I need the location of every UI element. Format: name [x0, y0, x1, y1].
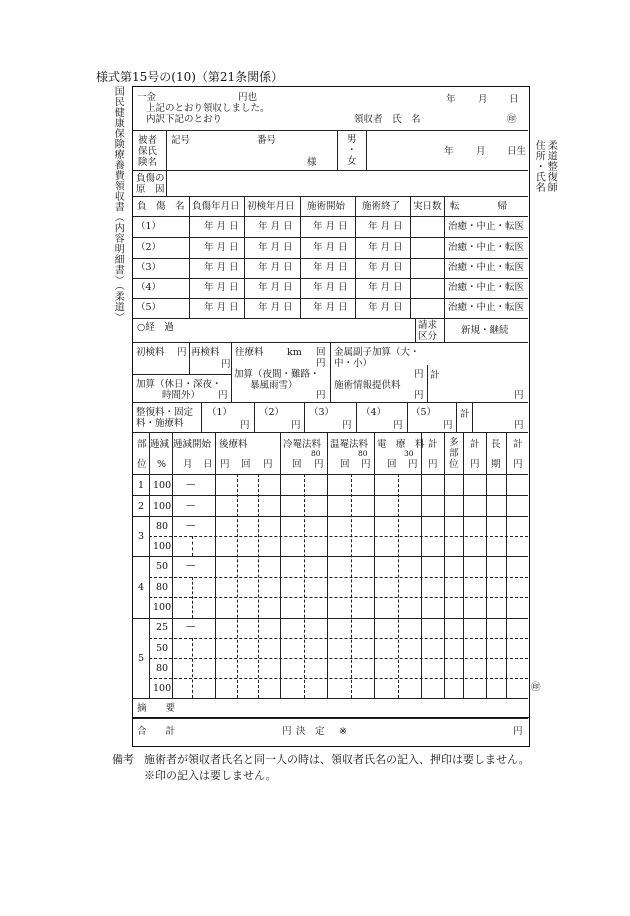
- reian-kai: 回: [292, 459, 302, 470]
- form-title: 様式第15号の(10)（第21条関係）: [96, 70, 284, 84]
- date-month: 月: [478, 94, 488, 105]
- seifuku-yen-4: 円: [393, 420, 403, 431]
- teigen-label: 逓減: [150, 439, 170, 450]
- date-cell: 年 月 日: [258, 242, 293, 253]
- oryo-kai: 回: [316, 347, 326, 358]
- outcome-cell: 治癒・中止・転医: [448, 282, 525, 293]
- onan-80: 80: [358, 449, 368, 458]
- date-cell: 年 月 日: [313, 242, 348, 253]
- pct-value: 50: [156, 561, 169, 572]
- birth-month: 月: [476, 146, 486, 157]
- denryo-kai: 回: [387, 459, 397, 470]
- oryo-yen: 円: [316, 358, 326, 369]
- tekiyo-label: 摘 要: [137, 703, 176, 714]
- day-label: 日: [203, 459, 213, 470]
- kei-label-2: 計: [470, 439, 480, 450]
- bui-number: 3: [138, 531, 145, 542]
- seifuku-yen-2: 円: [291, 420, 301, 431]
- month-label: 月: [183, 459, 193, 470]
- kei-yen-2: 円: [470, 459, 480, 470]
- joho-yen: 円: [414, 390, 424, 401]
- seifuku-label-1: 整復料・固定: [136, 407, 194, 418]
- date-cell: 年 月 日: [313, 302, 348, 313]
- insured-label-2: 保氏: [138, 146, 158, 157]
- bui-number: 2: [138, 501, 145, 512]
- km-unit: km: [287, 347, 302, 358]
- seifuku-total-label: 計: [460, 409, 470, 420]
- dash-mark: —: [186, 621, 196, 632]
- sama-label: 様: [307, 157, 317, 168]
- teigen-start-label: 逓減開始: [173, 439, 212, 450]
- goukei-yen: 円: [282, 726, 292, 737]
- sex-separator: ・: [347, 145, 357, 156]
- date-cell: 年 月 日: [313, 262, 348, 273]
- kigou-label: 記号: [171, 135, 191, 146]
- insured-label-1: 被者: [138, 135, 158, 146]
- bui-number: 1: [138, 480, 145, 491]
- holiday-kasan-1: 加算（休日・深夜・: [136, 379, 222, 390]
- denryo-30: 30: [404, 449, 414, 458]
- seifuku-no-3: （3）: [309, 407, 335, 418]
- goukei-label: 合 計: [137, 726, 176, 737]
- date-cell: 年 月 日: [368, 242, 403, 253]
- female-label: 女: [347, 156, 357, 167]
- choki-label-1: 長: [491, 439, 501, 450]
- koryo-yen-1: 円: [220, 459, 230, 470]
- dash-mark: —: [186, 479, 196, 490]
- kettei-yen: 円: [513, 726, 523, 737]
- bui-label-1: 部: [137, 439, 147, 450]
- male-label: 男: [347, 134, 357, 145]
- seal-mark: ㊞: [507, 114, 517, 125]
- outcome-cell: 治癒・中止・転医: [448, 262, 525, 273]
- tabui-2: 部: [449, 448, 459, 459]
- col-days: 実日数: [413, 201, 442, 212]
- receiver-name-label: 領収者 氏 名: [354, 114, 421, 125]
- shoken-label: 初検料: [136, 347, 165, 358]
- practitioner-address-label: 住所・氏名: [533, 140, 545, 193]
- night-kasan-yen: 円: [316, 390, 326, 401]
- dash-mark: —: [186, 500, 196, 511]
- dash-mark: —: [186, 520, 196, 531]
- bui-number: 5: [138, 653, 145, 664]
- claim-label-2: 区分: [418, 331, 438, 342]
- cause-label-2: 原 因: [136, 184, 165, 195]
- date-year: 年: [446, 94, 456, 105]
- bui-number: 4: [138, 582, 145, 593]
- seifuku-no-5: （5）: [411, 407, 437, 418]
- seifuku-yen-3: 円: [342, 420, 352, 431]
- seifuku-label-2: 料・施療料: [136, 418, 184, 429]
- denryo-yen: 円: [408, 459, 418, 470]
- bangou-label: 番号: [257, 135, 277, 146]
- seifuku-yen-1: 円: [240, 420, 250, 431]
- seifuku-yen-5: 円: [443, 420, 453, 431]
- tabui-1: 多: [449, 437, 459, 448]
- kinzoku-yen: 円: [414, 369, 424, 380]
- summary-frame: [132, 716, 530, 747]
- reian-yen: 円: [314, 459, 324, 470]
- col-injury-name: 負 傷 名: [137, 201, 185, 212]
- kinzoku-label-1: 金属副子加算（大・: [334, 347, 420, 358]
- date-cell: 年 月 日: [368, 282, 403, 293]
- night-kasan-2: 暴風雨雪）: [250, 380, 298, 391]
- ikkin-label: 一金: [137, 92, 157, 103]
- practitioner-label: 柔道整復師: [545, 140, 557, 193]
- kinzoku-label-2: 中・小）: [334, 358, 373, 369]
- onan-yen: 円: [361, 459, 371, 470]
- pct-value: 100: [153, 501, 172, 512]
- date-cell: 年 月 日: [204, 282, 239, 293]
- denryo-label: 電 療 料: [377, 439, 425, 450]
- date-cell: 年 月 日: [313, 282, 348, 293]
- date-cell: 年 月 日: [258, 302, 293, 313]
- reian-label: 冷罨法料: [283, 439, 322, 450]
- date-cell: 年 月 日: [313, 221, 348, 232]
- pct-label: %: [157, 459, 167, 470]
- oryo-label: 往療料: [235, 347, 264, 358]
- onan-label: 温罨法料: [330, 439, 369, 450]
- notes-line-1: 施術者が領収者氏名と同一人の時は、領収者氏名の記入、押印は要しません。: [144, 753, 530, 766]
- injury-no: （3）: [136, 262, 162, 273]
- joho-label: 施術情報提供料: [334, 380, 401, 391]
- fees-total-yen: 円: [514, 390, 524, 401]
- pct-value: 80: [156, 521, 169, 532]
- injury-no: （1）: [136, 221, 162, 232]
- bui-label-2: 位: [137, 459, 147, 470]
- holiday-kasan-2: 時間外）: [162, 390, 201, 401]
- injury-no: （4）: [136, 282, 162, 293]
- pct-value: 50: [156, 643, 169, 654]
- date-cell: 年 月 日: [368, 221, 403, 232]
- date-cell: 年 月 日: [204, 262, 239, 273]
- kei-label-3: 計: [513, 439, 523, 450]
- col-outcome: 転 帰: [450, 201, 508, 212]
- date-cell: 年 月 日: [258, 282, 293, 293]
- seifuku-total-yen: 円: [514, 420, 524, 431]
- date-cell: 年 月 日: [368, 302, 403, 313]
- night-kasan-1: 加算（夜間・難路・: [234, 369, 320, 380]
- enya-label: 円也: [238, 92, 258, 103]
- kettei-label: 決 定: [296, 726, 325, 737]
- koryo-kai: 回: [241, 459, 251, 470]
- date-cell: 年 月 日: [368, 262, 403, 273]
- saiken-yen: 円: [221, 359, 231, 370]
- date-day: 日: [509, 94, 519, 105]
- choki-label-2: 期: [491, 459, 501, 470]
- injury-no: （5）: [136, 302, 162, 313]
- fees-total-label: 計: [430, 370, 440, 381]
- outcome-cell: 治癒・中止・転医: [448, 221, 525, 232]
- breakdown-text: 内訳下記のとおり: [146, 114, 223, 125]
- pct-value: 100: [153, 683, 172, 694]
- progress-label: ○経 過: [137, 322, 174, 333]
- col-start: 施術開始: [307, 201, 346, 212]
- pct-value: 100: [153, 602, 172, 613]
- shoken-yen: 円: [177, 347, 187, 358]
- side-title: 国民健康保険療養費領収書（内容明細書）（柔道）: [112, 86, 124, 323]
- date-cell: 年 月 日: [258, 221, 293, 232]
- pct-value: 80: [156, 663, 169, 674]
- outcome-cell: 治癒・中止・転医: [448, 302, 525, 313]
- tabui-3: 位: [449, 459, 459, 470]
- kei-yen-3: 円: [513, 459, 523, 470]
- col-end: 施術終了: [362, 201, 401, 212]
- received-text: 上記のとおり領収しました。: [146, 103, 270, 114]
- koryo-label: 後療料: [219, 439, 248, 450]
- claim-label-1: 請求: [418, 320, 438, 331]
- birth-year: 年: [444, 146, 454, 157]
- seifuku-no-2: （2）: [259, 407, 285, 418]
- pct-value: 25: [156, 622, 169, 633]
- pct-value: 100: [153, 541, 172, 552]
- kei-label-1: 計: [428, 439, 438, 450]
- outcome-cell: 治癒・中止・転医: [448, 242, 525, 253]
- pct-value: 80: [156, 582, 169, 593]
- injury-no: （2）: [136, 242, 162, 253]
- margin-seal-mark: ㊞: [531, 682, 541, 693]
- seifuku-no-4: （4）: [361, 407, 387, 418]
- dash-mark: —: [186, 560, 196, 571]
- col-injury-date: 負傷年月日: [192, 201, 240, 212]
- saiken-label: 再検料: [191, 347, 220, 358]
- seifuku-no-1: （1）: [207, 407, 233, 418]
- col-first-visit: 初検年月日: [247, 201, 295, 212]
- kettei-mark: ※: [339, 726, 347, 737]
- kei-yen-1: 円: [428, 459, 438, 470]
- birth-day: 日生: [507, 146, 527, 157]
- date-cell: 年 月 日: [204, 302, 239, 313]
- date-cell: 年 月 日: [204, 221, 239, 232]
- insured-label-3: 険名: [138, 157, 158, 168]
- pct-value: 100: [153, 480, 172, 491]
- reian-80: 80: [311, 449, 321, 458]
- notes-line-2: ※印の記入は要しません。: [144, 769, 277, 782]
- holiday-kasan-yen: 円: [218, 390, 228, 401]
- onan-kai: 回: [340, 459, 350, 470]
- cause-label-1: 負傷の: [136, 173, 165, 184]
- claim-value: 新規・継続: [461, 325, 509, 336]
- date-cell: 年 月 日: [204, 242, 239, 253]
- date-cell: 年 月 日: [258, 262, 293, 273]
- notes-label: 備考: [112, 753, 134, 766]
- koryo-yen-2: 円: [263, 459, 273, 470]
